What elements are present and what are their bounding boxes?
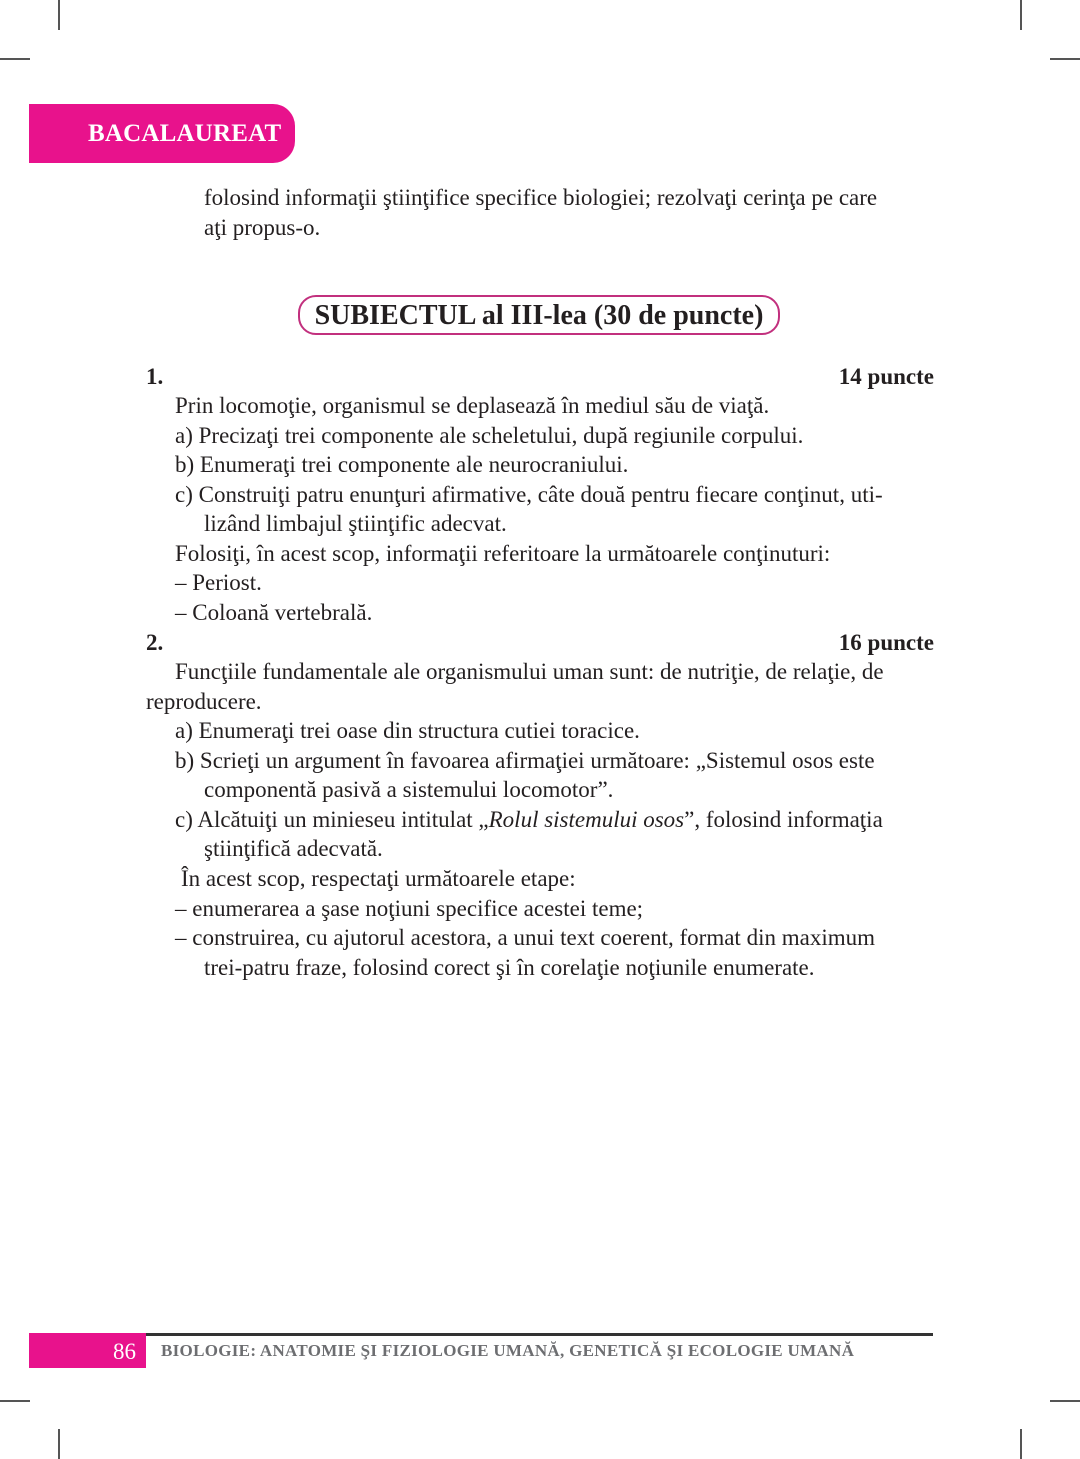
question-intro: Prin locomoţie, organismul se deplasează în mediul său de viaţă. [175,393,770,418]
book-title: BIOLOGIE: ANATOMIE ŞI FIZIOLOGIE UMANĂ, GENETICĂ ŞI ECOLOGIE UMANĂ [161,1341,855,1360]
question-number: 1. [146,364,164,389]
list-item: – construirea, cu ajutorul acestora, a unui text coerent, format din maximum [175,925,875,950]
crop-mark [1020,0,1022,30]
list-item: – enumerarea a şase noţiuni specifice acestei teme; [175,896,644,921]
crop-mark [0,58,30,60]
question-instruction: Folosiţi, în acest scop, informaţii referitoare la următoarele conţinuturi: [175,541,831,566]
section-title: SUBIECTUL al III-lea (30 de puncte) [298,295,780,335]
question-intro: Funcţiile fundamentale ale organismului uman sunt: de nutriţie, de relaţie, de [175,659,884,684]
question-item-cont: ştiinţifică adecvată. [204,836,383,861]
footer-rule [29,1333,933,1336]
crop-mark [0,1400,30,1402]
list-item-cont: trei-patru fraze, folosind corect şi în corelaţie noţiunile enumerate. [204,955,815,980]
section-banner: BACALAUREAT [29,104,295,163]
crop-mark [58,0,60,30]
question-item: b) Scrieţi un argument în favoarea afirmaţiei următoare: „Sistemul osos este [175,748,875,773]
intro-line: aţi propus-o. [204,215,321,240]
crop-mark [1050,1400,1080,1402]
crop-mark [58,1429,60,1459]
question-item [175,805,883,835]
question-number: 2. [146,630,164,655]
list-item: – Coloană vertebrală. [175,600,373,625]
intro-line: folosind informaţii ştiinţifice specifice biologiei; rezolvaţi cerinţa pe care [204,185,878,210]
essay-title: Rolul sistemului osos [488,807,685,832]
item-text: ”, folosind informaţia [684,807,883,832]
question-item: a) Enumeraţi trei oase din structura cutiei toracice. [175,718,640,743]
question-item: a) Precizaţi trei componente ale scheletului, după regiunile corpului. [175,423,804,448]
item-text: c) Alcătuiţi un minieseu intitulat „ [175,807,489,832]
crop-mark [1050,58,1080,60]
question-item: c) Construiţi patru enunţuri afirmative, câte două pentru fiecare conţinut, uti- [175,482,883,507]
question-item-cont: lizând limbajul ştiinţific adecvat. [204,511,507,536]
question-points: 16 puncte [838,630,934,655]
page-number: 86 [29,1333,146,1368]
question-item: b) Enumeraţi trei componente ale neurocraniului. [175,452,629,477]
question-points: 14 puncte [838,364,934,389]
question-instruction: În acest scop, respectaţi următoarele etape: [181,866,576,891]
list-item: – Periost. [175,570,262,595]
question-intro: reproducere. [146,689,262,714]
crop-mark [1020,1429,1022,1459]
question-item-cont: componentă pasivă a sistemului locomotor”. [204,777,614,802]
